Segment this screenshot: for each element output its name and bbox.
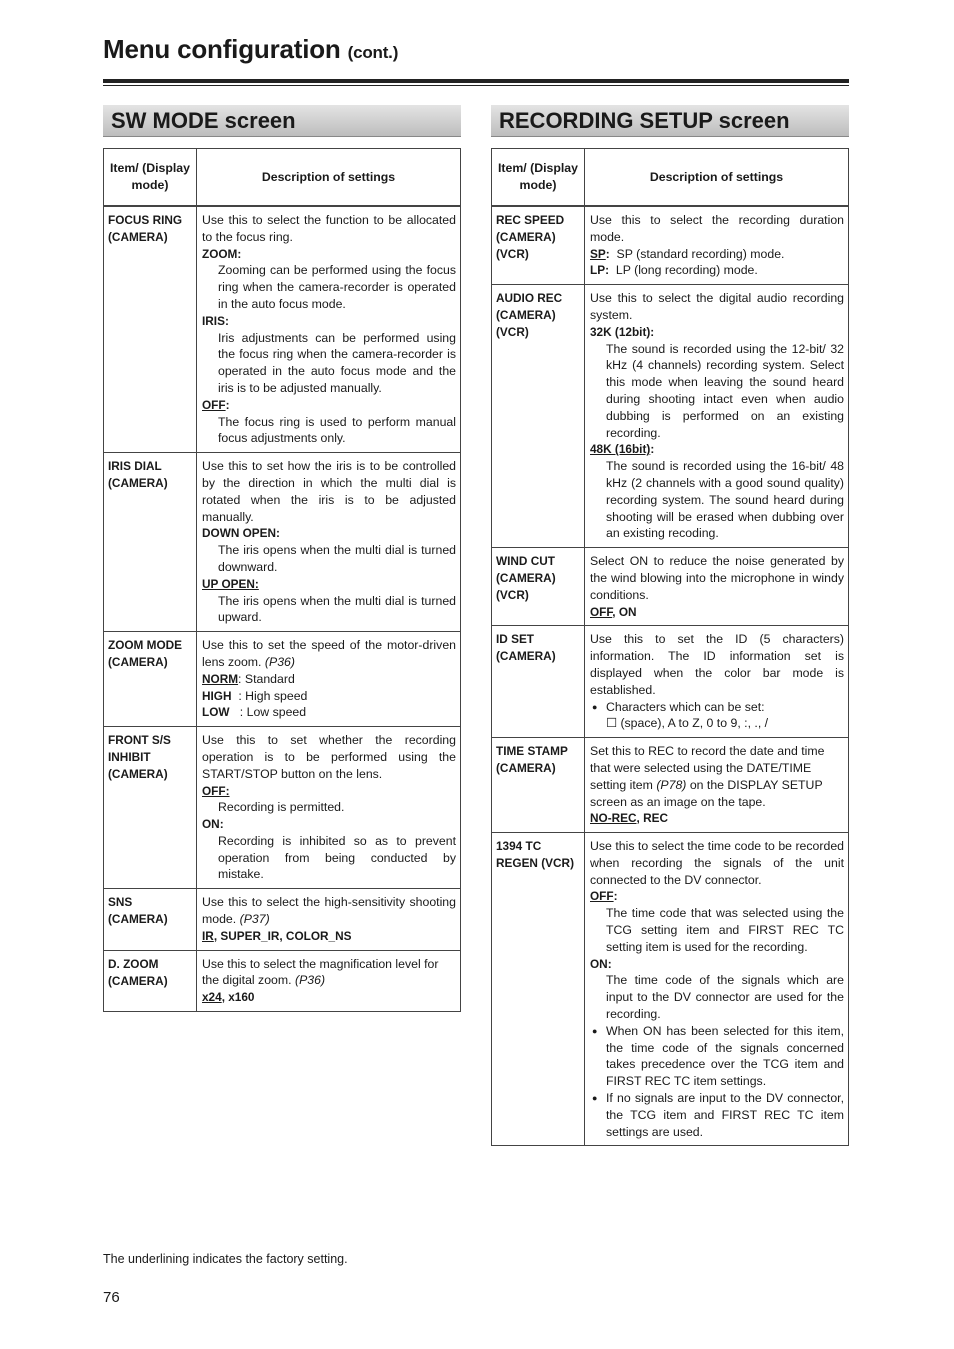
- bullet-item: ● If no signals are input to the DV connector, the TCG item and FIRST REC TC item settings are used.: [590, 1090, 844, 1140]
- desc-intro: Set this to REC to record the date and time that were selected using the DATE/TIME setting item: [590, 744, 825, 792]
- option-text: The iris opens when the multi dial is turned upward.: [218, 593, 456, 625]
- option-colon: :: [225, 397, 230, 412]
- option-text: : High speed: [238, 688, 308, 703]
- column-header-desc: Description of settings: [585, 149, 849, 207]
- option-label: 32K (12bit):: [590, 324, 655, 339]
- option-label: HIGH: [202, 688, 232, 703]
- desc-text: Use this to select the function to be allocated to the focus ring.: [202, 213, 456, 244]
- desc-text: Use this to select the digital audio recording system.: [590, 291, 844, 322]
- option-label: DOWN OPEN:: [202, 526, 280, 541]
- default-option: IR: [202, 928, 214, 943]
- option-label: LOW: [202, 705, 230, 720]
- option-line: [590, 246, 844, 263]
- table-row: [104, 889, 461, 950]
- table-row: [104, 632, 461, 727]
- table-row: [492, 626, 849, 738]
- default-option: SP: [590, 246, 606, 261]
- item-name: IRIS DIAL (CAMERA): [104, 453, 197, 632]
- default-option: NO-REC: [590, 811, 637, 826]
- item-name: REC SPEED (CAMERA) (VCR): [492, 206, 585, 285]
- option-text: The focus ring is used to perform manual focus adjustments only.: [218, 414, 456, 446]
- column-header-desc: Description of settings: [197, 149, 461, 207]
- page-ref: (P36): [294, 973, 326, 988]
- header-rule: [103, 79, 849, 83]
- default-option: OFF:: [202, 783, 230, 798]
- option-label: ON:: [202, 817, 224, 832]
- recording-setup-section: [491, 105, 849, 1146]
- option-colon: :: [613, 889, 618, 904]
- desc-text: Use this to set the ID (5 characters) information. The ID information set is displayed when the color bar mode is established.: [590, 632, 844, 697]
- item-description: [585, 738, 849, 833]
- option-list: [202, 989, 456, 1006]
- default-option: UP OPEN:: [202, 576, 259, 591]
- desc-text: [202, 894, 456, 928]
- page-title: [103, 34, 398, 65]
- desc-text: [590, 743, 844, 810]
- item-description: [197, 206, 461, 453]
- item-name: D. ZOOM (CAMERA): [104, 950, 197, 1011]
- option-label: SP:: [590, 246, 610, 261]
- default-option: x24: [202, 990, 222, 1005]
- option-list: [590, 604, 844, 621]
- other-options: , x160: [221, 990, 255, 1005]
- item-name: AUDIO REC (CAMERA) (VCR): [492, 285, 585, 548]
- option-label: ZOOM:: [202, 246, 242, 261]
- item-name: TIME STAMP (CAMERA): [492, 738, 585, 833]
- option-text: LP (long recording) mode.: [615, 263, 758, 278]
- table-row: [104, 950, 461, 1011]
- default-option: OFF: [202, 397, 226, 412]
- item-name: ID SET (CAMERA): [492, 626, 585, 738]
- column-header-item: Item/ (Display mode): [104, 149, 197, 207]
- item-name: WIND CUT (CAMERA) (VCR): [492, 548, 585, 626]
- sw-mode-table: [103, 148, 461, 1012]
- page-ref: (P36): [264, 654, 295, 669]
- table-row: [492, 206, 849, 285]
- item-description: [197, 950, 461, 1011]
- option-text: Iris adjustments can be performed using the focus ring when the camera-recorder is operated in the auto focus mode and the iris is to be adjusted manually.: [218, 330, 456, 395]
- item-description: [197, 889, 461, 950]
- option-text: Zooming can be performed using the focus ring when the camera-recorder is operated in the auto focus mode.: [218, 263, 456, 311]
- title-text: Menu configuration: [103, 34, 341, 64]
- item-description: [585, 285, 849, 548]
- option-label: ON:: [590, 956, 612, 971]
- default-option: OFF: [590, 889, 614, 904]
- recording-setup-table: [491, 148, 849, 1146]
- header-rule-thin: [103, 85, 849, 86]
- option-text: : Low speed: [239, 705, 307, 720]
- other-options: , ON: [612, 604, 637, 619]
- option-line: [202, 688, 456, 705]
- other-options: , REC: [636, 811, 668, 826]
- footer-note: The underlining indicates the factory setting.: [103, 1252, 348, 1266]
- option-text: ☐ (space), A to Z, 0 to 9, :, ., /: [606, 716, 769, 731]
- option-text: Recording is permitted.: [218, 800, 345, 815]
- option-label: [590, 888, 844, 905]
- table-header-row: [492, 149, 849, 207]
- option-text: The iris opens when the multi dial is turned downward.: [218, 543, 456, 574]
- sw-mode-section: [103, 105, 461, 1012]
- option-text: The sound is recorded using the 16-bit/ 48 kHz (2 channels with a good sound quality) recording system. The sound heard during shooting will be erased when dubbing over an existing recoding.: [606, 459, 844, 541]
- page-number: 76: [103, 1289, 120, 1306]
- item-name: 1394 TC REGEN (VCR): [492, 833, 585, 1146]
- desc-intro: Use this to select the magnification level for the digital zoom.: [202, 956, 439, 988]
- option-list: [202, 928, 456, 945]
- default-option: OFF: [590, 604, 613, 619]
- desc-text: Use this to select the time code to be recorded when recording the signals of the unit connected to the DV connector.: [590, 839, 844, 887]
- desc-text: [202, 956, 456, 990]
- option-label: IRIS:: [202, 313, 229, 328]
- page-ref: (P37): [239, 912, 270, 927]
- desc-text: Select ON to reduce the noise generated by the wind blowing into the microphone in windy conditions.: [590, 554, 844, 602]
- desc-intro: Use this to set the speed of the motor-driven lens zoom.: [202, 638, 456, 669]
- option-text: : Standard: [238, 671, 295, 686]
- desc-text: [202, 637, 456, 671]
- option-line: [202, 704, 456, 721]
- table-row: [104, 453, 461, 632]
- desc-text: Use this to select the recording duration mode.: [590, 213, 844, 244]
- desc-intro-cont: on the DISPLAY SETUP screen as an image on the tape.: [590, 777, 823, 809]
- item-name: SNS (CAMERA): [104, 889, 197, 950]
- bullet-item: ● When ON has been selected for this item, the time code of the signals concerned takes precedence over the TCG item and FIRST REC TC item settings.: [590, 1023, 844, 1090]
- item-description: [197, 453, 461, 632]
- default-option: NORM: [202, 671, 239, 686]
- desc-text: Use this to set whether the recording operation is to be performed using the START/STOP button on the lens.: [202, 733, 456, 781]
- option-text: The sound is recorded using the 12-bit/ 32 kHz (4 channels) recording system. Select this mode when leaving the sound heard during shooting intact even when audio dubbing is performed on an existing recording.: [606, 341, 844, 440]
- option-text: The time code that was selected using the TCG setting item and FIRST REC TC setting item is used for the recording.: [606, 906, 844, 954]
- table-row: [104, 727, 461, 889]
- option-label: 48K (16bit):: [590, 442, 655, 457]
- option-text: The time code of the signals which are input to the DV connector are used for the recording.: [606, 973, 844, 1022]
- table-header-row: [104, 149, 461, 207]
- other-options: , SUPER_IR, COLOR_NS: [213, 928, 352, 943]
- desc-intro: Use this to select the high-sensitivity shooting mode.: [202, 895, 456, 927]
- table-row: [492, 548, 849, 626]
- table-row: [492, 833, 849, 1146]
- default-option: 48K (16bit): [590, 442, 651, 457]
- option-label: LP:: [590, 263, 610, 278]
- option-list: [590, 810, 844, 827]
- desc-text: Use this to set how the iris is to be controlled by the direction in which the multi dial is rotated when the iris is to be adjusted manually.: [202, 459, 456, 524]
- column-header-item: Item/ (Display mode): [492, 149, 585, 207]
- option-line: [202, 671, 456, 688]
- table-row: [104, 206, 461, 453]
- item-description: [585, 206, 849, 285]
- item-description: [197, 727, 461, 889]
- title-cont: (cont.): [347, 43, 399, 62]
- option-text: Recording is inhibited so as to prevent operation from being conducted by mistake.: [218, 833, 456, 882]
- item-description: [197, 632, 461, 727]
- page-ref: (P78): [656, 777, 687, 792]
- section-title: SW MODE screen: [103, 105, 461, 137]
- item-name: FRONT S/S INHIBIT (CAMERA): [104, 727, 197, 889]
- option-label: [202, 397, 456, 414]
- table-row: [492, 285, 849, 548]
- item-description: [585, 626, 849, 738]
- item-description: [585, 833, 849, 1146]
- option-text: SP (standard recording) mode.: [616, 246, 785, 261]
- bullet-item: ● Characters which can be set:: [590, 699, 844, 716]
- item-name: ZOOM MODE (CAMERA): [104, 632, 197, 727]
- table-row: [492, 738, 849, 833]
- item-name: FOCUS RING (CAMERA): [104, 206, 197, 453]
- option-line: [590, 262, 844, 279]
- item-description: [585, 548, 849, 626]
- section-title: RECORDING SETUP screen: [491, 105, 849, 137]
